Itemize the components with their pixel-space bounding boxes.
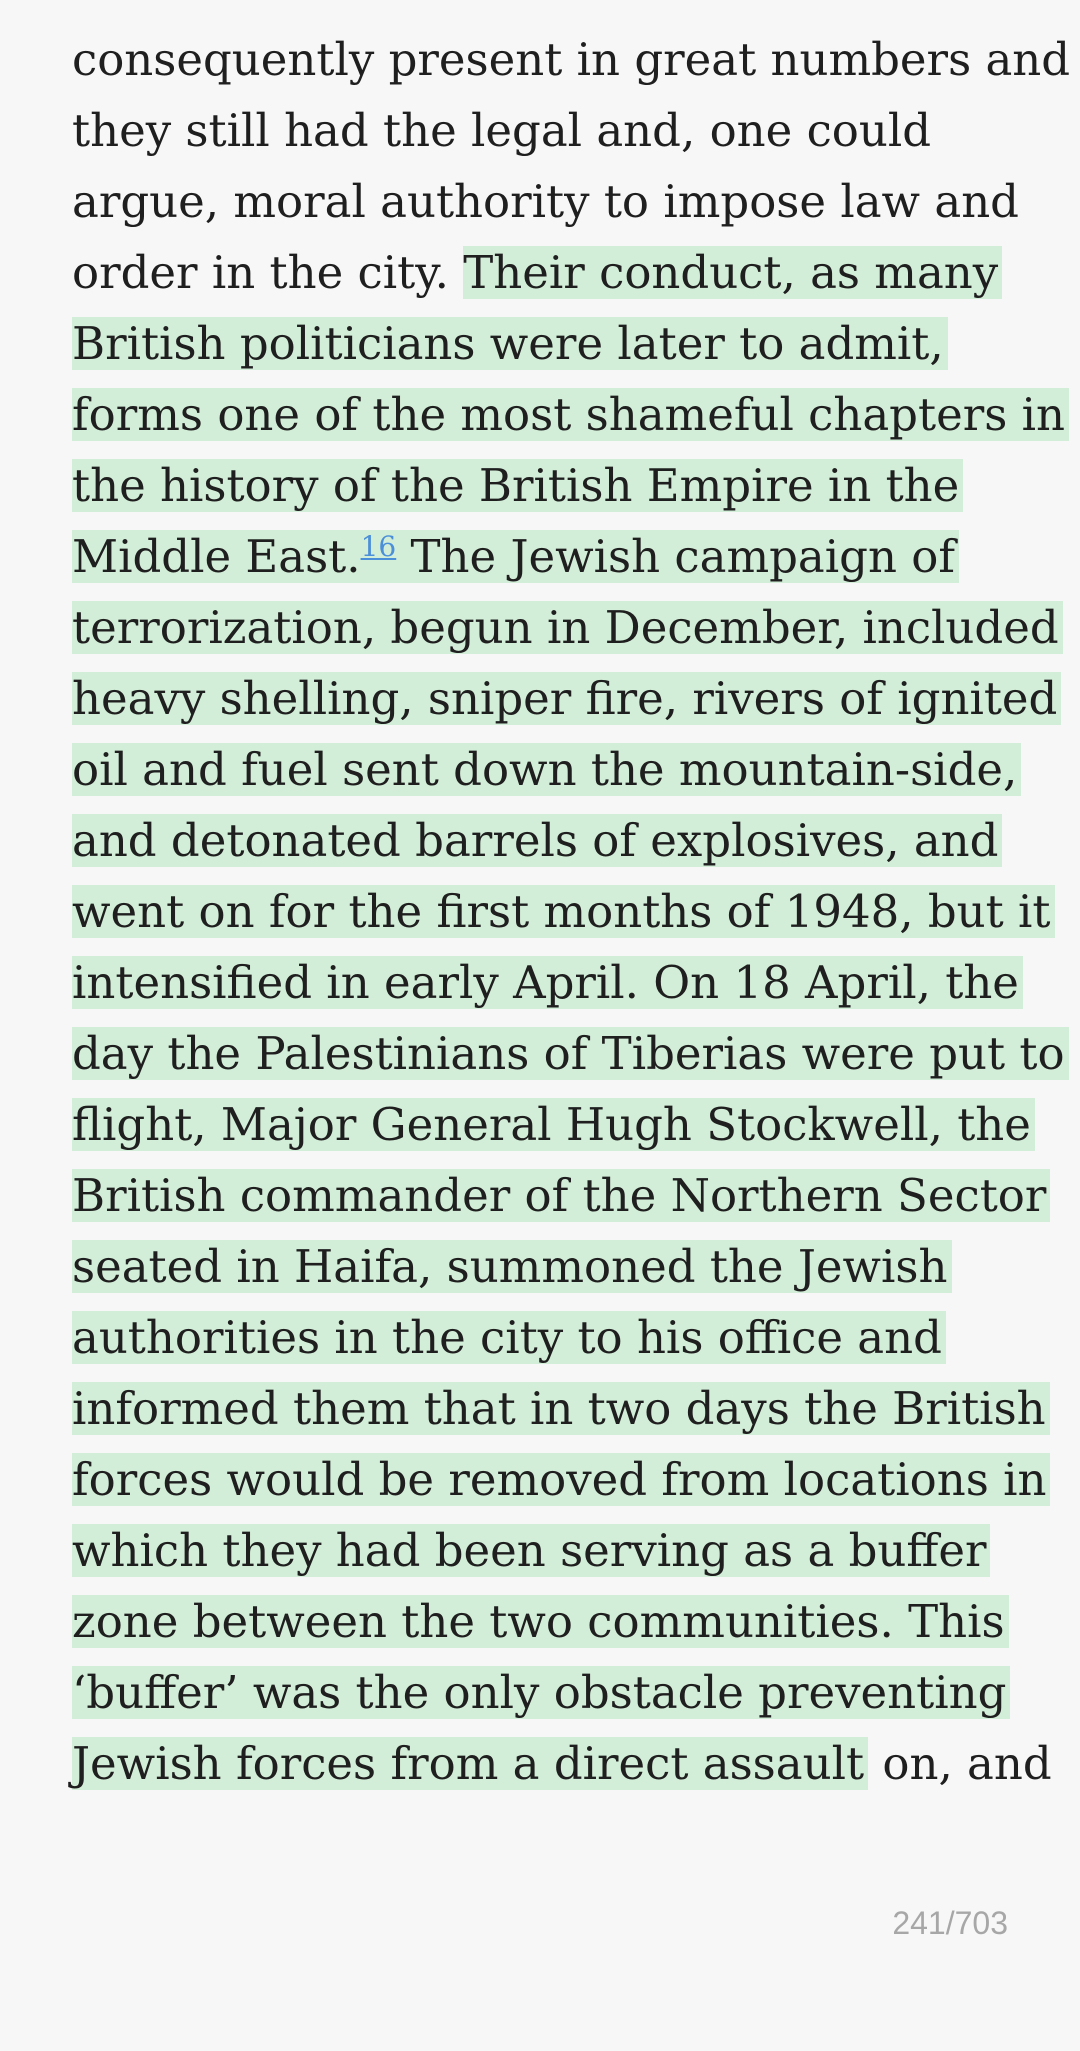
- text-line: [72, 1657, 1008, 1728]
- page-indicator: 241/703: [892, 1905, 1008, 1941]
- highlighted-text[interactable]: authorities in the city to his office and: [72, 1311, 946, 1364]
- highlighted-text[interactable]: flight, Major General Hugh Stockwell, the: [72, 1098, 1035, 1151]
- text-line: [72, 1444, 1047, 1515]
- highlighted-text[interactable]: [72, 530, 959, 583]
- reader-page: [72, 24, 1071, 1799]
- highlighted-text[interactable]: oil and fuel sent down the mountain-side,: [72, 743, 1021, 796]
- highlighted-text[interactable]: Their conduct, as many: [463, 246, 1002, 299]
- text-line: [72, 876, 1051, 947]
- text-line: [72, 1231, 1008, 1302]
- text-line: [72, 521, 1008, 592]
- text-line: [72, 1515, 1008, 1586]
- text-line: [72, 592, 1059, 663]
- text-line: [72, 1728, 1052, 1799]
- highlighted-text[interactable]: heavy shelling, sniper fire, rivers of ignited: [72, 672, 1061, 725]
- text-line: [72, 166, 1019, 237]
- text-line: [72, 805, 1008, 876]
- text-line: [72, 1160, 1047, 1231]
- highlighted-text[interactable]: seated in Haifa, summoned the Jewish: [72, 1240, 952, 1293]
- highlighted-text[interactable]: zone between the two communities. This: [72, 1595, 1009, 1648]
- highlighted-text[interactable]: intensified in early April. On 18 April, the: [72, 956, 1023, 1009]
- highlighted-text[interactable]: went on for the first months of 1948, but it: [72, 885, 1055, 938]
- text-segment: Middle East.: [72, 530, 361, 583]
- highlighted-text[interactable]: and detonated barrels of explosives, and: [72, 814, 1002, 867]
- text-line: [72, 24, 1071, 95]
- highlighted-text[interactable]: terrorization, begun in December, included: [72, 601, 1063, 654]
- text-line: [72, 308, 1008, 379]
- highlighted-text[interactable]: ‘buffer’ was the only obstacle preventing: [72, 1666, 1010, 1719]
- text-segment: on, and: [868, 1737, 1052, 1790]
- highlighted-text[interactable]: Jewish forces from a direct assault: [72, 1737, 868, 1790]
- text-line: [72, 95, 1008, 166]
- highlighted-text[interactable]: the history of the British Empire in the: [72, 459, 963, 512]
- text-line: [72, 379, 1065, 450]
- text-line: [72, 1018, 1065, 1089]
- text-line: [72, 450, 1008, 521]
- text-line: [72, 237, 1008, 308]
- text-line: [72, 1586, 1008, 1657]
- text-segment: The Jewish campaign of: [396, 530, 955, 583]
- highlighted-text[interactable]: which they had been serving as a buffer: [72, 1524, 990, 1577]
- highlighted-text[interactable]: forms one of the most shameful chapters in: [72, 388, 1069, 441]
- text-line: [72, 734, 1018, 805]
- text-segment: they still had the legal and, one could: [72, 104, 932, 157]
- highlighted-text[interactable]: forces would be removed from locations in: [72, 1453, 1050, 1506]
- text-line: [72, 1302, 1008, 1373]
- footnote-link[interactable]: 16: [360, 530, 397, 563]
- highlighted-text[interactable]: British politicians were later to admit,: [72, 317, 948, 370]
- highlighted-text[interactable]: day the Palestinians of Tiberias were put to: [72, 1027, 1069, 1080]
- highlighted-text[interactable]: informed them that in two days the British: [72, 1382, 1050, 1435]
- text-line: [72, 1089, 1031, 1160]
- text-line: [72, 947, 1019, 1018]
- text-segment: argue, moral authority to impose law and: [72, 175, 1019, 228]
- highlighted-text[interactable]: British commander of the Northern Sector: [72, 1169, 1050, 1222]
- text-segment: consequently present in great numbers and: [72, 33, 1071, 86]
- text-line: [72, 1373, 1046, 1444]
- text-line: [72, 663, 1058, 734]
- text-segment: order in the city.: [72, 246, 464, 299]
